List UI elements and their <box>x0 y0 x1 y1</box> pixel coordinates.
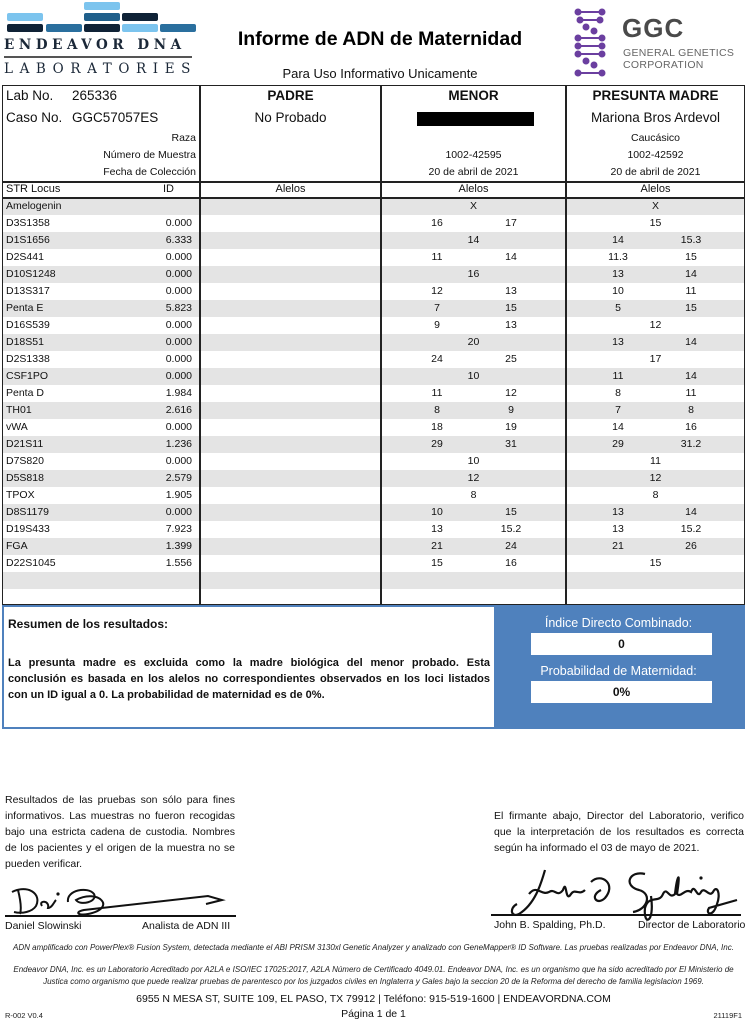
child-allele: 9 <box>508 403 514 416</box>
child-allele: 17 <box>505 216 517 229</box>
table-row <box>3 453 744 470</box>
mother-allele: 15.2 <box>680 522 702 535</box>
ggc-logo-line2: CORPORATION <box>623 59 704 71</box>
mother-race: Caucásico <box>630 132 681 144</box>
table-row <box>3 385 744 402</box>
results-table <box>2 85 745 605</box>
locus-name: D21S11 <box>6 437 44 450</box>
analyst-title: Analista de ADN III <box>142 920 231 932</box>
report-subtitle: Para Uso Informativo Unicamente <box>282 66 478 81</box>
redacted-child-name <box>417 112 534 126</box>
child-allele: 31 <box>505 437 517 450</box>
child-heading: MENOR <box>448 88 499 103</box>
mother-allele: 12 <box>649 471 662 484</box>
mother-allele: 5 <box>615 301 621 314</box>
mother-allele: 12 <box>649 318 662 331</box>
locus-name: D2S441 <box>6 250 44 263</box>
locus-name: D22S1045 <box>6 556 56 569</box>
cdi-label: Índice Directo Combinado: <box>544 616 693 630</box>
mother-allele: 13 <box>612 335 624 348</box>
child-allele: 24 <box>505 539 517 552</box>
locus-id: 0.000 <box>165 420 192 433</box>
locus-name: D1S1656 <box>6 233 50 246</box>
locus-id: 0.000 <box>165 335 192 348</box>
race-label: Raza <box>171 132 196 144</box>
mother-allele: 14 <box>685 505 697 518</box>
verification-text: El firmante abajo, Director del Laboratorio, verifico que la interpretación de los resultados es correcta según ha informado el 03 de mayo de 2021. <box>494 810 744 854</box>
locus-id: 0.000 <box>165 284 192 297</box>
locus-id: 2.616 <box>165 403 192 416</box>
mother-collection-date: 20 de abril de 2021 <box>610 166 701 178</box>
mother-allele: 15 <box>649 216 662 229</box>
child-allele: 12 <box>431 284 443 297</box>
child-allele: 7 <box>434 301 440 314</box>
mother-sample-number: 1002-42592 <box>627 149 684 161</box>
endeavor-dna-logo-sub: LABORATORIES <box>4 61 198 77</box>
locus-name: Penta E <box>6 301 44 314</box>
disclaimer-text: Resultados de las pruebas son sólo para fines informativos. Las muestras no fueron recogidas bajo una estricta cadena de custodia. Nombres de los pacientes y el origen de la muestra no se pueden verificar. <box>5 794 235 870</box>
ggc-logo-line1: GENERAL GENETICS <box>623 47 735 59</box>
locus-id: 6.333 <box>165 233 192 246</box>
child-allele: 10 <box>467 454 480 467</box>
mother-allele: X <box>651 199 659 212</box>
child-allele: X <box>469 199 477 212</box>
child-allele: 8 <box>434 403 440 416</box>
sample-number-label: Número de Muestra <box>103 149 196 161</box>
table-row <box>3 555 744 572</box>
table-row <box>3 368 744 385</box>
locus-name: D5S818 <box>6 471 44 484</box>
table-row <box>3 538 744 555</box>
table-row <box>3 419 744 436</box>
child-allele: 21 <box>431 539 443 552</box>
child-allele: 16 <box>505 556 517 569</box>
child-allele: 15 <box>431 556 443 569</box>
analyst-name: Daniel Slowinski <box>5 920 82 932</box>
mother-allele: 15 <box>685 250 697 263</box>
table-row <box>3 351 744 368</box>
child-allele: 13 <box>505 318 517 331</box>
locus-id: 1.905 <box>165 488 192 501</box>
locus-name: D8S1179 <box>6 505 50 518</box>
case-no-label: Caso No. <box>6 110 63 125</box>
locus-id: 1.236 <box>165 437 192 450</box>
page-number: Página 1 de 1 <box>341 1008 406 1020</box>
child-allele: 10 <box>431 505 443 518</box>
child-allele: 29 <box>431 437 443 450</box>
table-row <box>3 470 744 487</box>
table-row <box>3 215 744 232</box>
mother-allele: 13 <box>612 267 624 280</box>
locus-name: TH01 <box>6 403 32 416</box>
locus-name: Amelogenin <box>6 199 62 212</box>
table-row <box>3 334 744 351</box>
child-allele: 10 <box>467 369 480 382</box>
table-row-empty <box>3 589 744 606</box>
table-row <box>3 232 744 249</box>
summary-body: La presunta madre es excluida como la madre biológica del menor probado. Esta conclusión es basada en los alelos no correspondientes observados en los loci listados con un ID igual a 0. La probabilidad de maternidad es de 0%. <box>8 657 490 701</box>
child-allele: 16 <box>467 267 480 280</box>
table-row <box>3 504 744 521</box>
results-panel <box>494 607 743 727</box>
locus-id: 1.399 <box>165 539 192 552</box>
mother-allele: 15 <box>649 556 662 569</box>
locus-name: TPOX <box>6 488 35 501</box>
ggc-logo-sub <box>623 47 734 71</box>
child-allele: 15.2 <box>500 522 522 535</box>
mother-allele: 14 <box>685 267 697 280</box>
mother-allele: 11.3 <box>608 250 628 263</box>
child-allele: 16 <box>431 216 443 229</box>
mother-allele: 14 <box>612 233 624 246</box>
mother-allele: 15.3 <box>680 233 702 246</box>
mother-allele: 11 <box>685 284 697 297</box>
child-allele: 15 <box>505 301 517 314</box>
mother-allele: 16 <box>685 420 697 433</box>
locus-id: 2.579 <box>165 471 192 484</box>
mother-allele: 26 <box>685 539 697 552</box>
child-allele: 14 <box>505 250 517 263</box>
accreditation-line-2: Justica como organismo que puede realizar pruebas de parentesco por los juzgados civiles en Inglaterra y Gales bajo la seccion 20 de la Reforma del derecho de familia legislacion 1969. <box>43 977 704 986</box>
mother-allele: 13 <box>612 505 624 518</box>
child-allele: 11 <box>431 386 443 399</box>
lab-no-label: Lab No. <box>6 88 54 103</box>
child-allele: 12 <box>467 471 480 484</box>
collection-date-label: Fecha de Colección <box>103 166 196 178</box>
director-signature <box>505 864 745 926</box>
table-row <box>3 487 744 504</box>
child-allele: 25 <box>505 352 517 365</box>
analyst-signature <box>8 878 233 918</box>
locus-name: FGA <box>6 539 28 552</box>
summary-title: Resumen de los resultados: <box>8 617 169 631</box>
locus-id: 0.000 <box>165 369 192 382</box>
locus-name: vWA <box>6 420 28 433</box>
mother-allele: 31.2 <box>680 437 702 450</box>
cdi-value: 0 <box>531 633 712 655</box>
child-allele: 12 <box>505 386 517 399</box>
endeavor-dna-logo <box>4 2 196 32</box>
mother-heading: PRESUNTA MADRE <box>592 88 719 103</box>
mother-allele: 8 <box>615 386 621 399</box>
locus-id: 0.000 <box>165 505 192 518</box>
child-allele: 19 <box>505 420 517 433</box>
locus-id: 1.556 <box>165 556 192 569</box>
case-no-value: GGC57057ES <box>72 110 159 125</box>
child-allele: 9 <box>434 318 440 331</box>
mother-allele: 8 <box>688 403 694 416</box>
mother-allele: 14 <box>685 335 697 348</box>
mother-allele: 8 <box>652 488 659 501</box>
analyst-signature-line <box>5 915 236 917</box>
table-row-empty <box>3 572 744 589</box>
locus-name: D2S1338 <box>6 352 50 365</box>
child-allele: 13 <box>431 522 443 535</box>
locus-id: 0.000 <box>165 267 192 280</box>
child-allele: 8 <box>470 488 477 501</box>
locus-id: 0.000 <box>165 216 192 229</box>
locus-id: 7.923 <box>165 522 192 535</box>
table-row <box>3 317 744 334</box>
probability-value: 0% <box>531 681 712 703</box>
table-row <box>3 198 744 215</box>
mother-allele: 11 <box>650 454 661 467</box>
child-allele: 11 <box>431 250 443 263</box>
document-code: 21119F1 <box>713 1011 742 1020</box>
locus-id: 5.823 <box>165 301 192 314</box>
col-id: ID <box>163 183 174 195</box>
table-row <box>3 283 744 300</box>
method-statement: ADN amplificado con PowerPlex® Fusion System, detectada mediante el ABI PRISM 3130xl Genetic Analyzer y analizado con GeneMapper® ID Software. Las pruebas realizadas por Endeavor DNA, Inc. <box>13 943 734 952</box>
locus-name: D7S820 <box>6 454 44 467</box>
locus-name: D19S433 <box>6 522 50 535</box>
table-row <box>3 249 744 266</box>
form-id: R-002 V0.4 <box>5 1011 43 1020</box>
locus-id: 0.000 <box>165 250 192 263</box>
table-row <box>3 402 744 419</box>
child-allele: 15 <box>505 505 517 518</box>
locus-id: 0.000 <box>165 454 192 467</box>
mother-allele: 21 <box>612 539 624 552</box>
mother-allele: 17 <box>649 352 662 365</box>
director-signature-line <box>491 914 741 916</box>
locus-name: Penta D <box>6 386 44 399</box>
mother-allele: 7 <box>615 403 621 416</box>
dna-helix-icon <box>572 8 614 78</box>
mother-allele: 11 <box>685 386 697 399</box>
father-name: No Probado <box>254 110 327 125</box>
child-allele: 13 <box>505 284 517 297</box>
endeavor-dna-logo-name: ENDEAVOR DNA <box>4 37 186 53</box>
mother-allele: 29 <box>612 437 624 450</box>
ggc-logo-name: GGC <box>622 13 685 43</box>
mother-allele: 10 <box>612 284 624 297</box>
director-name: John B. Spalding, Ph.D. <box>494 919 606 931</box>
locus-id: 0.000 <box>165 318 192 331</box>
child-sample-number: 1002-42595 <box>445 149 502 161</box>
locus-name: D10S1248 <box>6 267 56 280</box>
col-str-locus: STR Locus <box>6 183 61 195</box>
lab-no-value: 265336 <box>72 88 118 103</box>
locus-name: D13S317 <box>6 284 50 297</box>
locus-id: 0.000 <box>165 352 192 365</box>
table-row <box>3 266 744 283</box>
col-father-alleles: Alelos <box>275 183 306 195</box>
mother-allele: 14 <box>612 420 624 433</box>
report-title: Informe de ADN de Maternidad <box>237 28 523 50</box>
locus-name: D18S51 <box>6 335 44 348</box>
child-allele: 20 <box>467 335 480 348</box>
results-summary <box>2 605 745 729</box>
col-child-alleles: Alelos <box>458 183 489 195</box>
logo-divider <box>4 56 192 58</box>
locus-id: 1.984 <box>165 386 192 399</box>
child-collection-date: 20 de abril de 2021 <box>428 166 519 178</box>
table-row <box>3 521 744 538</box>
table-row <box>3 300 744 317</box>
mother-allele: 14 <box>685 369 697 382</box>
father-heading: PADRE <box>267 88 314 103</box>
mother-allele: 11 <box>612 369 624 382</box>
accreditation-line-1: Endeavor DNA, Inc. es un Laboratorio Acreditado por A2LA e ISO/IEC 17025:2017, A2LA Número de Certificado 4049.01. Endeavor DNA, Inc. es un organismo que ha sido acreditado por El Ministerio de <box>13 965 734 974</box>
lab-address: 6955 N MESA ST, SUITE 109, EL PASO, TX 79912 | Teléfono: 915-519-1600 | ENDEAVORDNA.COM <box>136 993 611 1005</box>
child-allele: 24 <box>431 352 443 365</box>
mother-allele: 15 <box>685 301 697 314</box>
mother-allele: 13 <box>612 522 624 535</box>
child-allele: 18 <box>431 420 443 433</box>
col-mother-alleles: Alelos <box>640 183 671 195</box>
probability-label: Probabilidad de Maternidad: <box>540 664 697 678</box>
locus-name: CSF1PO <box>6 369 49 382</box>
locus-name: D3S1358 <box>6 216 50 229</box>
table-row <box>3 436 744 453</box>
director-title: Director de Laboratorio <box>638 919 746 931</box>
mother-name: Mariona Bros Ardevol <box>590 110 721 125</box>
child-allele: 14 <box>467 233 480 246</box>
locus-name: D16S539 <box>6 318 50 331</box>
